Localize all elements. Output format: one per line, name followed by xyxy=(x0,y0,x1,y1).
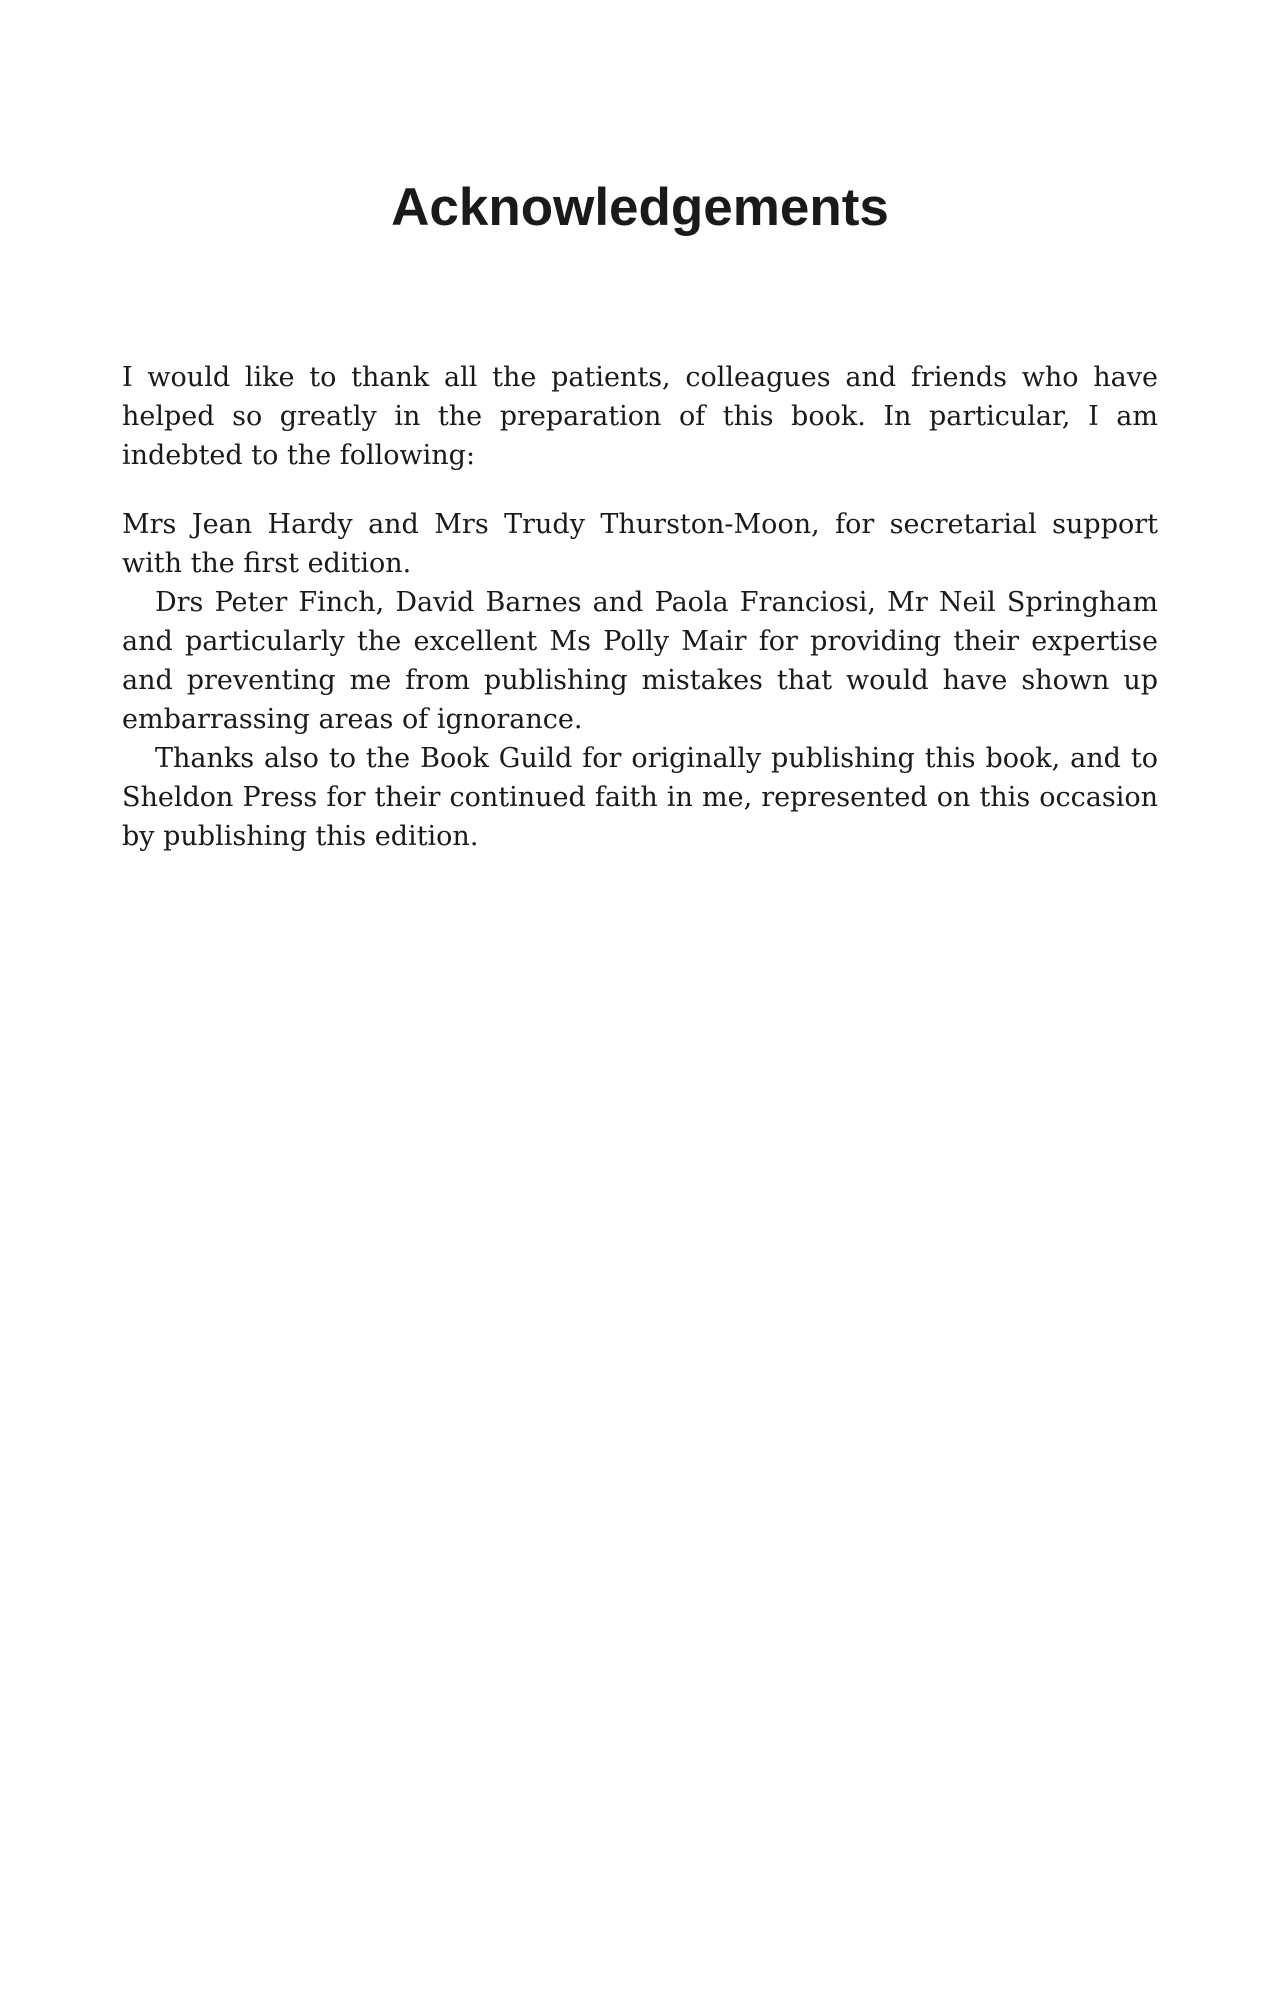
paragraph-intro: I would like to thank all the patients, colleagues and friends who have helped so greatly in the preparation of this book. In particular, I am indebted to the following: xyxy=(122,362,1158,471)
paragraph-publishers: Thanks also to the Book Guild for originally publishing this book, and to Sheldon Press for their continued faith in me, represented on this occasion by publishing this edition. xyxy=(122,743,1158,852)
acknowledgements-body xyxy=(122,358,1158,856)
paragraph-experts: Drs Peter Finch, David Barnes and Paola Franciosi, Mr Neil Springham and particularly the excellent Ms Polly Mair for providing their expertise and preventing me from publishing mistakes that would have shown up embarrassing areas of ignorance. xyxy=(122,587,1158,735)
page-title: Acknowledgements xyxy=(391,178,889,237)
paragraph-secretarial: Mrs Jean Hardy and Mrs Trudy Thurston-Moon, for secretarial support with the first edition. xyxy=(122,509,1158,579)
